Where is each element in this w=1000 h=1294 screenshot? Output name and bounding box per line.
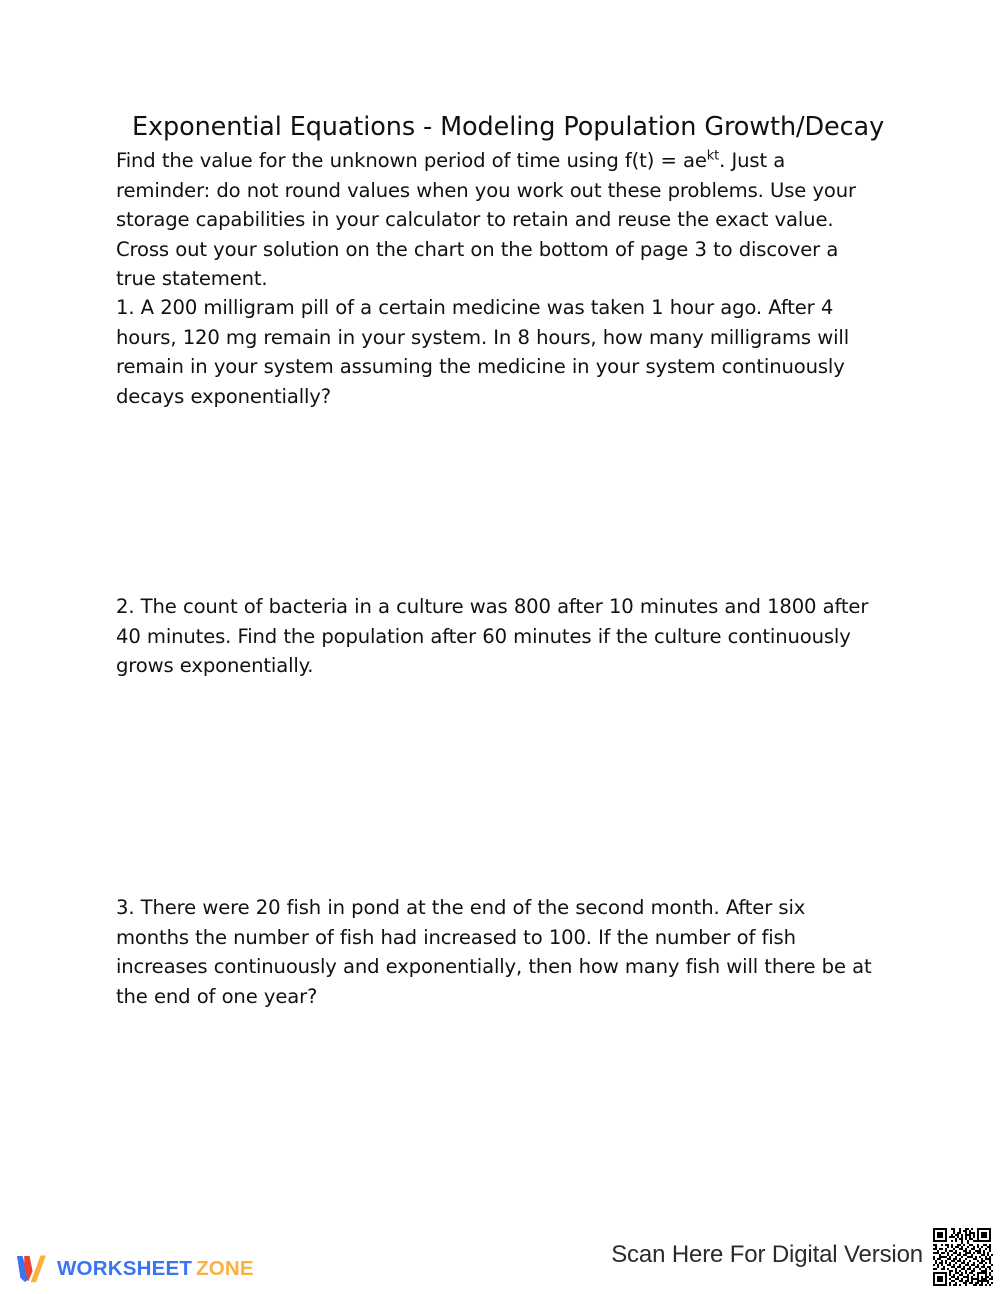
problem-1-text: 1. A 200 milligram pill of a certain medicine was taken 1 hour ago. After 4 hours, 120 mg remain in your system. In 8 hours, how many milligrams will remain in your system assuming the medicine in your system continuously decays exponentially? bbox=[116, 296, 850, 408]
page-title: Exponential Equations - Modeling Population Growth/Decay bbox=[132, 112, 885, 142]
brand-wordmark bbox=[57, 1256, 254, 1280]
problem-2-text: 2. The count of bacteria in a culture was 800 after 10 minutes and 1800 after 40 minutes. Find the population after 60 minutes if the culture continuously grows exponentially. bbox=[116, 595, 869, 678]
instructions-text-after-formula: . Just a reminder: do not round values when you work out these problems. Use your storage capabilities in your calculator to retain and reuse the exact value. Cross out your solution on the chart on the bottom of page 3 to discover a true statement. bbox=[116, 149, 856, 291]
instructions-text-before-formula: Find the value for the unknown period of time using f(t) = ae bbox=[116, 149, 707, 172]
page-footer bbox=[0, 1214, 1000, 1294]
problem-item bbox=[116, 293, 880, 411]
problem-item bbox=[116, 893, 880, 1011]
worksheet-zone-mark-icon bbox=[15, 1254, 49, 1284]
formula-exponent: kt bbox=[706, 148, 720, 164]
problem-3-text: 3. There were 20 fish in pond at the end of the second month. After six months the number of fish had increased to 100. If the number of fish increases continuously and exponentially, then how many fish will there be at the end of one year? bbox=[116, 896, 872, 1008]
qr-code-icon[interactable] bbox=[929, 1224, 995, 1290]
instructions-paragraph bbox=[116, 146, 880, 294]
scan-for-digital-version-group[interactable] bbox=[611, 1224, 995, 1290]
brand-name-worksheet: WORKSHEET bbox=[57, 1256, 193, 1280]
worksheet-header-block bbox=[116, 112, 885, 294]
brand-name-zone: ZONE bbox=[196, 1256, 254, 1280]
problem-item bbox=[116, 592, 880, 681]
scan-instruction-label: Scan Here For Digital Version bbox=[611, 1241, 923, 1268]
worksheet-zone-logo[interactable] bbox=[15, 1252, 254, 1286]
